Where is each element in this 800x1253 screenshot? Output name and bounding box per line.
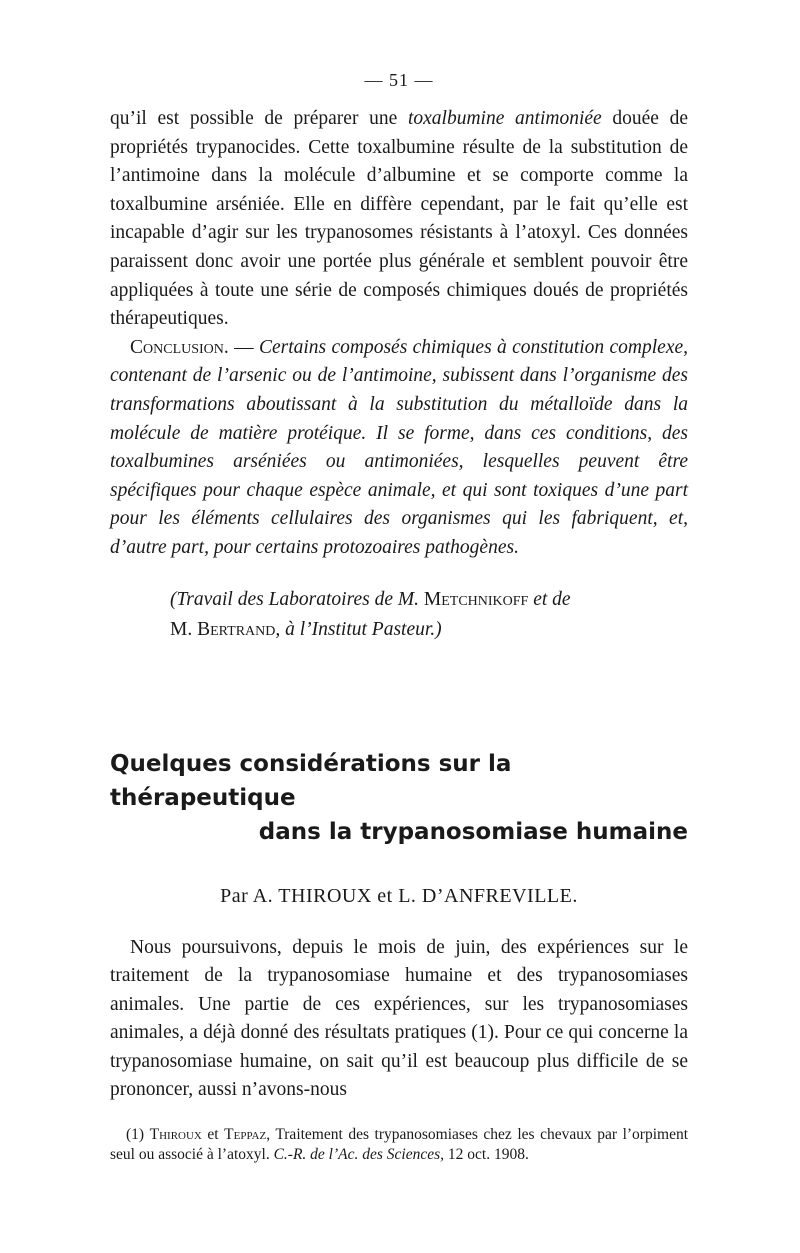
credit-open: (Travail des Laboratoires de M. <box>170 588 424 610</box>
conclusion-label: Conclusion. <box>130 336 229 358</box>
conclusion-dash: — <box>228 336 259 358</box>
page-number: — 51 — <box>364 70 434 90</box>
footnote-text: , Traitement des trypanosomiases chez les chevaux par l’orpiment seul ou associé à l’atoxyl. <box>110 1126 689 1164</box>
intro-paragraph <box>110 105 688 334</box>
credit-name-bertrand: Bertrand <box>197 618 276 640</box>
article-title-line-2: dans la trypanosomiase humaine <box>258 818 688 845</box>
credit-close: , à l’Institut Pasteur.) <box>275 618 442 640</box>
credit-name-metchnikoff: Metchnikoff <box>423 588 529 610</box>
article-paragraph: Nous poursuivons, depuis le mois de juin, des expériences sur le traitement de la trypanosomiase humaine et des trypanosomiases animales. Une partie de ces expériences, sur les trypanosomiases animales, a déjà donné des résultats pratiques (1). Pour ce qui concerne la trypanosomiase humaine, on sait qu’il est beaucoup plus difficile de se prononcer, aussi n’avons-nous <box>110 936 688 1101</box>
conclusion-text: Certains composés chimiques à constitution complexe, contenant de l’arsenic ou de l’antimoine, subissent dans l’organisme des transformations aboutissant à la substitution du métalloïde dans la molécule de matière protéique. Il se forme, dans ces conditions, des toxalbumines arséniées ou antimoniées, lesquelles peuvent être spécifiques pour chaque espèce animale, et qui sont toxiques d’une part pour les éléments cellulaires des organismes qui les fabriquent, et, d’autre part, pour certains protozoaires pathogènes. <box>110 336 689 558</box>
laboratory-credit <box>170 585 688 645</box>
intro-text-pre: qu’il est possible de préparer une <box>110 108 408 129</box>
conclusion-paragraph <box>110 334 688 563</box>
footnote-marker: (1) <box>126 1126 150 1144</box>
footnote <box>110 1125 688 1165</box>
intro-text-post: douée de propriétés trypanocides. Cette toxalbumine résulte de la substitution de l’antimoine dans la molécule d’albumine et se comporte comme la toxalbumine arséniée. Elle en diffère cependant, par le fait qu’elle est incapable d’agir sur les trypanosomes résistants à l’atoxyl. Ces données paraissent donc avoir une portée plus générale et semblent pouvoir être appliquées à toute une série de composés chimiques doués de propriétés thérapeutiques. <box>110 108 688 330</box>
page <box>110 70 688 1165</box>
footnote-journal: C.-R. de l’Ac. des Sciences, <box>273 1146 445 1164</box>
footnote-author-1: Thiroux <box>149 1126 202 1144</box>
credit-line-2 <box>170 615 688 645</box>
byline: Par A. THIROUX et L. D’ANFREVILLE. <box>220 884 578 907</box>
footnote-and: et <box>201 1126 225 1144</box>
credit-m2: M. <box>170 618 198 640</box>
intro-text-emphasis: toxalbumine antimoniée <box>407 108 602 129</box>
credit-mid: et de <box>528 588 571 610</box>
article-title-line-1: Quelques considérations sur la thérapeutique <box>110 750 512 811</box>
article-title <box>110 747 688 849</box>
footnote-author-2: Teppaz <box>224 1126 267 1144</box>
footnote-date: 12 oct. 1908. <box>444 1146 529 1164</box>
